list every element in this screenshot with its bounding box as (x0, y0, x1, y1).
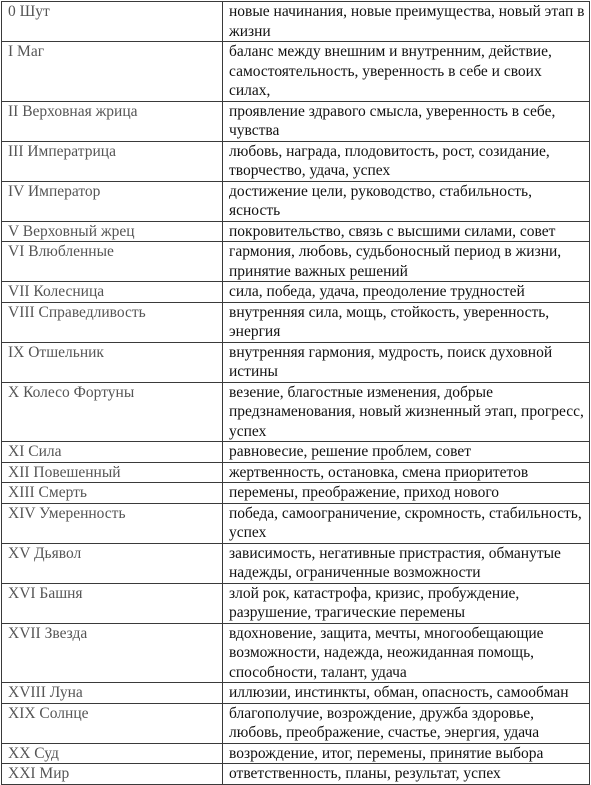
card-meaning-cell: любовь, награда, плодовитость, рост, созидание, творчество, удача, успех (223, 141, 590, 181)
card-name-cell: XIX Солнце (2, 703, 223, 743)
card-name-cell: XIII Смерть (2, 483, 223, 504)
card-name-cell: I Маг (2, 42, 223, 102)
table-row (2, 42, 590, 102)
card-meaning-cell: проявление здравого смысла, уверенность в себе, чувства (223, 101, 590, 141)
table-row (2, 2, 590, 42)
table-row (2, 181, 590, 221)
card-name-cell: XIV Умеренность (2, 503, 223, 543)
table-row (2, 764, 590, 785)
table-row (2, 743, 590, 764)
card-name-cell: XVIII Луна (2, 683, 223, 704)
table-body (2, 2, 590, 785)
card-name-cell: XX Суд (2, 743, 223, 764)
card-meaning-cell: жертвенность, остановка, смена приоритетов (223, 462, 590, 483)
card-name-cell: IV Император (2, 181, 223, 221)
card-meaning-cell: новые начинания, новые преимущества, новый этап в жизни (223, 2, 590, 42)
table-row (2, 683, 590, 704)
card-name-cell: VII Колесница (2, 282, 223, 303)
table-row (2, 462, 590, 483)
card-meaning-cell: баланс между внешним и внутренним, действие, самостоятельность, уверенность в себе и своих силах, (223, 42, 590, 102)
card-name-cell: 0 Шут (2, 2, 223, 42)
card-meaning-cell: гармония, любовь, судьбоносный период в жизни, принятие важных решений (223, 242, 590, 282)
card-meaning-cell: победа, самоограничение, скромность, стабильность, успех (223, 503, 590, 543)
table-row (2, 442, 590, 463)
card-name-cell: XXI Мир (2, 764, 223, 785)
card-meaning-cell: перемены, преображение, приход нового (223, 483, 590, 504)
tarot-meanings-table (1, 1, 590, 785)
card-name-cell: XII Повешенный (2, 462, 223, 483)
card-name-cell: VI Влюбленные (2, 242, 223, 282)
table-row (2, 242, 590, 282)
card-meaning-cell: везение, благостные изменения, добрые предзнаменования, новый жизненный этап, прогресс, успех (223, 382, 590, 442)
card-name-cell: III Императрица (2, 141, 223, 181)
table-row (2, 382, 590, 442)
card-meaning-cell: покровительство, связь с высшими силами, совет (223, 221, 590, 242)
card-meaning-cell: внутренняя гармония, мудрость, поиск духовной истины (223, 342, 590, 382)
card-meaning-cell: вдохновение, защита, мечты, многообещающие возможности, надежда, неожиданная помощь, способности, талант, удача (223, 623, 590, 683)
card-name-cell: II Верховная жрица (2, 101, 223, 141)
card-meaning-cell: сила, победа, удача, преодоление трудностей (223, 282, 590, 303)
table-row (2, 483, 590, 504)
card-name-cell: XV Дьявол (2, 543, 223, 583)
card-name-cell: XVII Звезда (2, 623, 223, 683)
table-row (2, 101, 590, 141)
table-row (2, 141, 590, 181)
card-meaning-cell: внутренняя сила, мощь, стойкость, уверенность, энергия (223, 302, 590, 342)
card-meaning-cell: благополучие, возрождение, дружба здоровье, любовь, преображение, счастье, энергия, удача (223, 703, 590, 743)
card-meaning-cell: иллюзии, инстинкты, обман, опасность, самообман (223, 683, 590, 704)
table-row (2, 503, 590, 543)
table-row (2, 623, 590, 683)
card-name-cell: V Верховный жрец (2, 221, 223, 242)
table-row (2, 583, 590, 623)
card-name-cell: X Колесо Фортуны (2, 382, 223, 442)
card-meaning-cell: равновесие, решение проблем, совет (223, 442, 590, 463)
card-name-cell: XI Сила (2, 442, 223, 463)
card-name-cell: XVI Башня (2, 583, 223, 623)
table-row (2, 282, 590, 303)
card-meaning-cell: злой рок, катастрофа, кризис, пробуждение, разрушение, трагические перемены (223, 583, 590, 623)
table-row (2, 342, 590, 382)
table-row (2, 302, 590, 342)
card-meaning-cell: ответственность, планы, результат, успех (223, 764, 590, 785)
card-name-cell: VIII Справедливость (2, 302, 223, 342)
card-meaning-cell: достижение цели, руководство, стабильность, ясность (223, 181, 590, 221)
table-row (2, 221, 590, 242)
table-row (2, 703, 590, 743)
card-meaning-cell: зависимость, негативные пристрастия, обманутые надежды, ограниченные возможности (223, 543, 590, 583)
table-row (2, 543, 590, 583)
card-name-cell: IX Отшельник (2, 342, 223, 382)
card-meaning-cell: возрождение, итог, перемены, принятие выбора (223, 743, 590, 764)
